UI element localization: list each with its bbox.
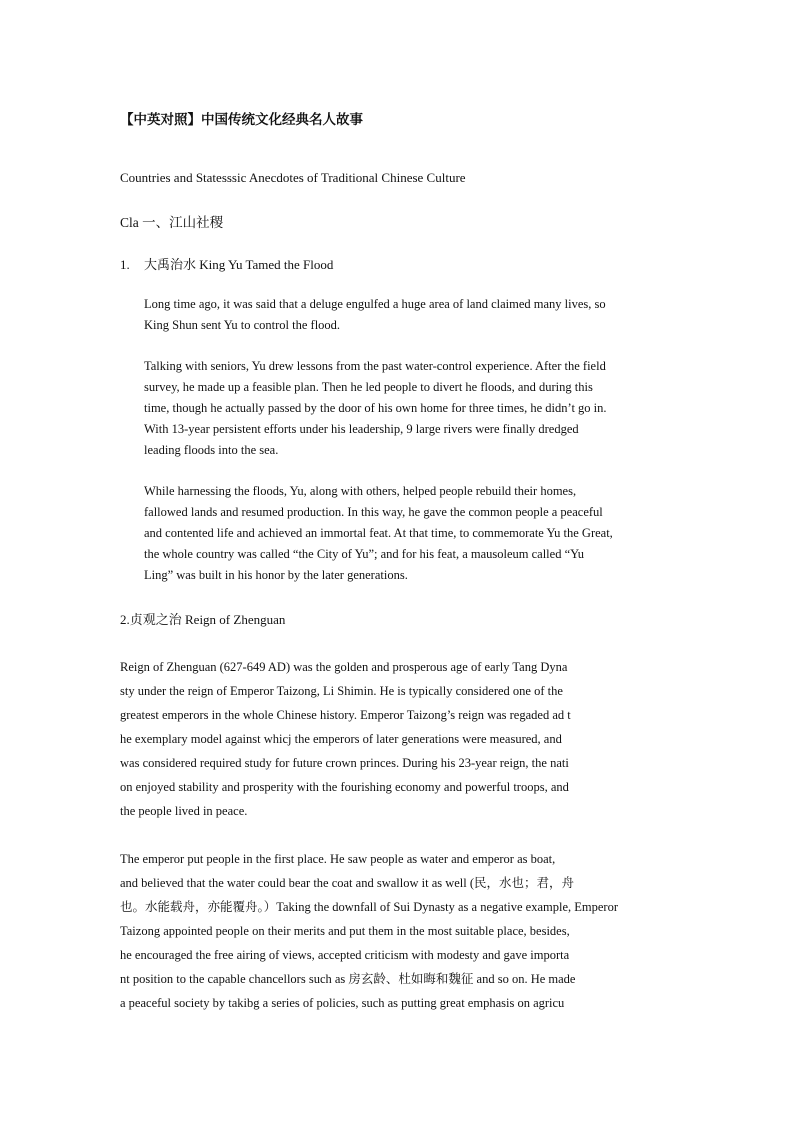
text-line: Reign of Zhenguan (627-649 AD) was the golden and prosperous age of early Tang Dyna xyxy=(120,660,568,674)
section-1-paragraph-2 xyxy=(144,356,674,461)
text-line: a peaceful society by takibg a series of policies, such as putting great emphasis on agricu xyxy=(120,996,565,1010)
text-line: and contented life and achieved an immortal feat. At that time, to commemorate Yu the Great, xyxy=(144,526,613,540)
section-1-number: 1. xyxy=(120,257,130,272)
text-line: the people lived in peace. xyxy=(120,804,248,818)
section-2-paragraph-1 xyxy=(120,655,720,823)
text-line: greatest emperors in the whole Chinese history. Emperor Taizong’s reign was regaded ad t xyxy=(120,708,571,722)
section-2-paragraph-2 xyxy=(120,847,720,1015)
text-line: and believed that the water could bear the coat and swallow it as well (民，水也；君，舟 xyxy=(120,876,575,890)
text-line: he encouraged the free airing of views, accepted criticism with modesty and gave importa xyxy=(120,948,570,962)
text-line: was considered required study for future crown princes. During his 23-year reign, the nati xyxy=(120,756,569,770)
text-line: Taizong appointed people on their merits and put them in the most suitable place, besides, xyxy=(120,924,570,938)
text-line: Talking with seniors, Yu drew lessons from the past water-control experience. After the field xyxy=(144,359,606,373)
section-1-paragraph-1 xyxy=(144,294,674,336)
text-line: time, though he actually passed by the door of his own home for three times, he didn’t go in. xyxy=(144,401,607,415)
text-line: nt position to the capable chancellors such as 房玄龄、杜如晦和魏征 and so on. He made xyxy=(120,972,576,986)
text-line: sty under the reign of Emperor Taizong, Li Shimin. He is typically considered one of the xyxy=(120,684,563,698)
text-line: on enjoyed stability and prosperity with the fourishing economy and powerful troops, and xyxy=(120,780,569,794)
text-line: King Shun sent Yu to control the flood. xyxy=(144,318,341,332)
document-subtitle: Countries and Statesssic Anecdotes of Traditional Chinese Culture xyxy=(120,170,466,185)
text-line: While harnessing the floods, Yu, along with others, helped people rebuild their homes, xyxy=(144,484,577,498)
document-title: 【中英对照】中国传统文化经典名人故事 xyxy=(120,112,363,127)
text-line: The emperor put people in the first place. He saw people as water and emperor as boat, xyxy=(120,852,556,866)
text-line: he exemplary model against whicj the emperors of later generations were measured, and xyxy=(120,732,562,746)
text-line: With 13-year persistent efforts under his leadership, 9 large rivers were finally dredged xyxy=(144,422,579,436)
text-line: survey, he made up a feasible plan. Then he led people to divert he floods, and during this xyxy=(144,380,593,394)
text-line: the whole country was called “the City of Yu”; and for his feat, a mausoleum called “Yu xyxy=(144,547,585,561)
section-2-heading: 2.贞观之治 Reign of Zhenguan xyxy=(120,612,286,627)
text-line: 也。水能载舟，亦能覆舟。）Taking the downfall of Sui Dynasty as a negative example, Emperor xyxy=(120,900,618,914)
text-line: Ling” was built in his honor by the later generations. xyxy=(144,568,408,582)
section-1-title: 大禹治水 King Yu Tamed the Flood xyxy=(144,257,334,272)
text-line: fallowed lands and resumed production. In this way, he gave the common people a peaceful xyxy=(144,505,603,519)
text-line: leading floods into the sea. xyxy=(144,443,279,457)
text-line: Long time ago, it was said that a deluge engulfed a huge area of land claimed many lives, so xyxy=(144,297,606,311)
section-1-heading xyxy=(120,254,333,273)
section-1-paragraph-3 xyxy=(144,481,674,586)
chapter-heading: Cla 一、江山社稷 xyxy=(120,215,224,230)
